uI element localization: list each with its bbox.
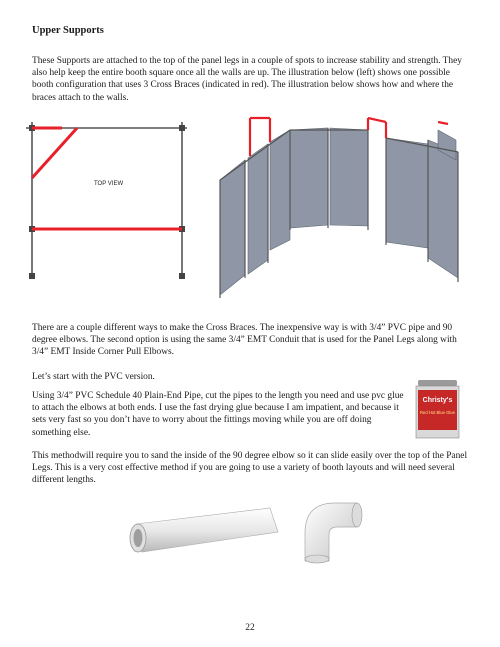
- can-lid: [418, 380, 457, 386]
- pipe-body: [136, 508, 278, 552]
- top-view-diagram: [22, 118, 192, 286]
- top-view-legs: [29, 125, 185, 279]
- pipe-opening: [134, 529, 143, 547]
- pvc-elbow-image: [295, 493, 365, 565]
- booth-panels: [220, 128, 458, 295]
- pvc-pipe-image: [120, 500, 290, 560]
- pvc-instructions-paragraph: Using 3/4” PVC Schedule 40 Plain-End Pipe, cut the pipes to the length you need and use pvc glue to attach the elbows at both ends. I use the fast drying glue because I am impatient, and because it sets very fast so you don’t have to worry about the fittings moving while you are off doing something else.: [32, 391, 404, 438]
- booth-illustration: [210, 100, 480, 305]
- cross-brace-options-paragraph: There are a couple different ways to make the Cross Braces. The inexpensive way is with 3/4” PVC pipe and 90 degree elbows. The second option is using the same 3/4” EMT Conduit that is used for the Panel Legs along with 3/4” EMT Inside Corner Pull Elbows.: [32, 323, 457, 358]
- elbow-top-opening: [352, 503, 362, 527]
- can-product: Red Hot Blue Glue: [420, 410, 455, 415]
- top-view-frame: [26, 122, 187, 278]
- elbow-bottom-opening: [305, 555, 329, 563]
- top-view-label: TOP VIEW: [94, 181, 124, 187]
- pvc-intro-paragraph: Let’s start with the PVC version.: [32, 372, 155, 382]
- cross-braces-red: [32, 128, 182, 229]
- pvc-glue-can-image: [410, 378, 465, 440]
- elbow-body: [305, 503, 357, 561]
- intro-paragraph: These Supports are attached to the top of the panel legs in a couple of spots to increase stability and strength. They also help keep the entire booth square once all the walls are up. The illustration below (left) shows one possible booth configuration that uses 3 Cross Braces (indicated in red). The illustration below shows how and where the braces attach to the walls.: [32, 56, 462, 103]
- section-heading: Upper Supports: [32, 25, 104, 36]
- can-brand: Christy's: [422, 397, 453, 404]
- sanding-method-paragraph: This methodwill require you to sand the inside of the 90 degree elbow so it can slide easily over the top of the Panel Legs. This is a very cost effective method if you are going to use a variety of booth layouts and will need several different lengths.: [32, 451, 468, 486]
- page-number: 22: [245, 623, 255, 633]
